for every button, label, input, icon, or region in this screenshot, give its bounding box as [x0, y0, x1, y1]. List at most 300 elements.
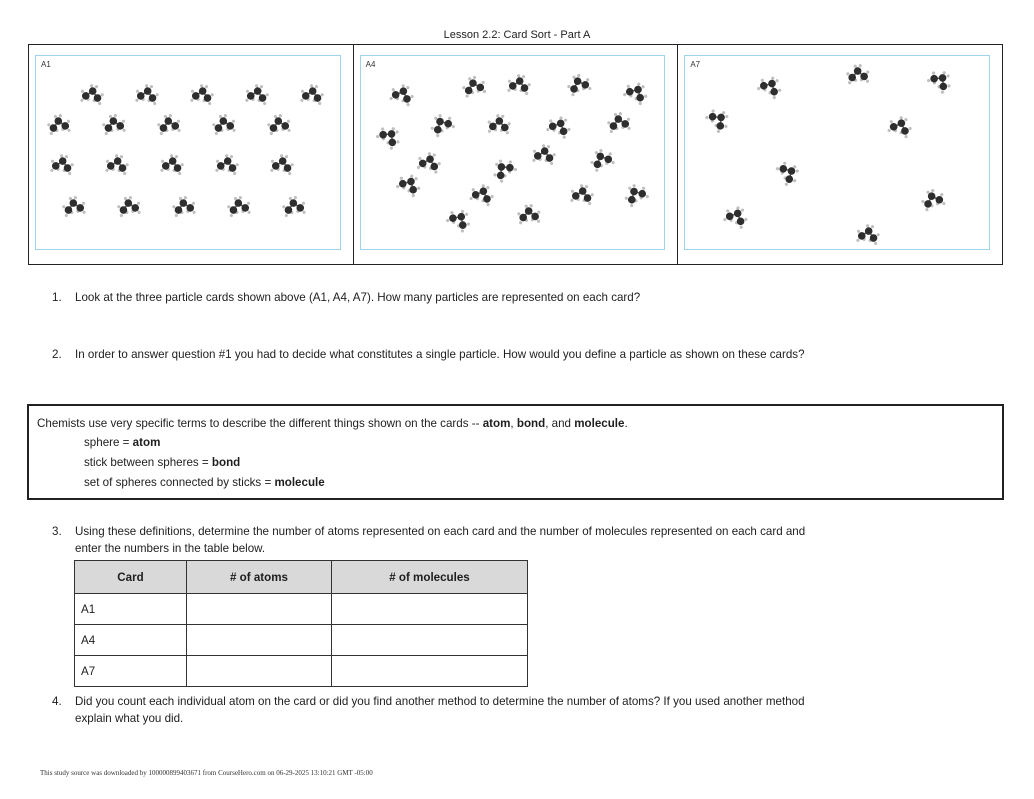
card-a7-label: A7: [690, 60, 701, 69]
hydrogen-atom: [155, 93, 159, 97]
hydrogen-atom: [401, 84, 405, 88]
hydrogen-atom: [395, 140, 400, 145]
hydrogen-atom: [598, 148, 602, 152]
hydrogen-atom: [409, 174, 413, 178]
carbon-atom: [377, 129, 388, 140]
hydrogen-atom: [760, 78, 764, 82]
hydrogen-atom: [626, 117, 630, 121]
molecule: [156, 113, 182, 136]
hydrogen-atom: [866, 70, 869, 73]
hydrogen-atom: [579, 184, 583, 188]
molecule: [79, 83, 105, 106]
hydrogen-atom: [594, 168, 598, 172]
hydrogen-atom: [947, 84, 952, 89]
card-a4-molecules: [354, 45, 678, 263]
hydrogen-atom: [153, 102, 157, 106]
hydrogen-atom: [255, 84, 259, 88]
hydrogen-atom: [137, 201, 141, 205]
hydrogen-atom: [98, 102, 102, 106]
question-1-number: 1.: [52, 291, 62, 304]
definition-molecule-term: molecule: [274, 476, 325, 489]
hydrogen-atom: [736, 206, 740, 210]
hydrogen-atom: [438, 114, 442, 118]
table-header-row: [75, 561, 528, 594]
definitions-box: [27, 404, 1004, 500]
hydrogen-atom: [301, 89, 305, 93]
hydrogen-atom: [778, 88, 782, 92]
question-2-text: In order to answer question #1 you had to decide what constitutes a single particle. How would you define a particle as shown on these cards?: [75, 348, 805, 361]
table-cell-molecules[interactable]: [332, 656, 528, 687]
hydrogen-atom: [437, 162, 441, 166]
hydrogen-atom: [239, 196, 243, 200]
definition-bond-text: stick between spheres =: [84, 456, 212, 469]
definitions-period: .: [624, 417, 628, 430]
page-title: Lesson 2.2: Card Sort - Part A: [443, 29, 591, 41]
hydrogen-atom: [380, 127, 385, 132]
carbon-atom: [482, 194, 492, 204]
hydrogen-atom: [571, 93, 575, 97]
carbon-atom: [405, 176, 415, 186]
hydrogen-atom: [465, 94, 469, 98]
definition-bond: [84, 453, 240, 473]
hydrogen-atom: [559, 116, 563, 120]
hydrogen-atom: [270, 168, 274, 172]
hydrogen-atom: [271, 159, 275, 163]
hydrogen-atom: [505, 131, 508, 134]
carbon-atom: [447, 213, 458, 224]
hydrogen-atom: [395, 130, 400, 135]
hydrogen-atom: [136, 89, 140, 93]
hydrogen-atom: [460, 229, 464, 233]
hydrogen-atom: [717, 129, 722, 134]
hydrogen-atom: [848, 81, 851, 84]
hydrogen-atom: [541, 144, 545, 148]
hydrogen-atom: [245, 98, 249, 102]
hydrogen-atom: [546, 145, 550, 149]
hydrogen-atom: [507, 79, 511, 83]
hydrogen-atom: [481, 81, 485, 85]
hydrogen-atom: [235, 163, 239, 167]
molecule: [61, 195, 87, 218]
hydrogen-atom: [519, 221, 522, 224]
table-header-atoms: # of atoms: [187, 561, 332, 594]
hydrogen-atom: [287, 119, 291, 123]
carbon-atom: [778, 164, 788, 174]
hydrogen-atom: [82, 210, 86, 214]
hydrogen-atom: [537, 210, 540, 213]
hydrogen-atom: [908, 126, 912, 130]
hydrogen-atom: [632, 184, 636, 188]
term-bond: bond: [516, 417, 546, 430]
hydrogen-atom: [942, 201, 946, 205]
hydrogen-atom: [82, 201, 86, 205]
question-1-text: Look at the three particle cards shown above (A1, A4, A7). How many particles are represented on each card?: [75, 291, 641, 304]
hydrogen-atom: [871, 225, 875, 229]
definitions-sep: ,: [510, 417, 517, 430]
hydrogen-atom: [67, 119, 71, 123]
hydrogen-atom: [469, 196, 473, 200]
molecule: [444, 205, 474, 234]
molecule: [486, 113, 511, 134]
particle-cards: [28, 44, 1003, 265]
hydrogen-atom: [927, 78, 932, 83]
carbon-atom: [769, 87, 779, 97]
table-cell-molecules[interactable]: [332, 594, 528, 625]
hydrogen-atom: [282, 205, 286, 209]
card-a4: [354, 45, 679, 264]
table-cell-molecules[interactable]: [332, 625, 528, 656]
hydrogen-atom: [567, 84, 571, 88]
hydrogen-atom: [857, 229, 861, 233]
definitions-intro-text: Chemists use very specific terms to describe the different things shown on the cards --: [37, 417, 483, 430]
molecule: [775, 158, 803, 188]
hydrogen-atom: [177, 128, 181, 132]
hydrogen-atom: [608, 152, 612, 156]
hydrogen-atom: [607, 121, 611, 125]
hydrogen-atom: [215, 168, 219, 172]
molecule: [159, 153, 185, 176]
hydrogen-atom: [315, 85, 319, 89]
hydrogen-atom: [925, 208, 929, 212]
hydrogen-atom: [744, 217, 748, 221]
carbon-atom: [900, 126, 910, 136]
hydrogen-atom: [471, 188, 475, 192]
carbon-atom: [443, 119, 453, 129]
hydrogen-atom: [406, 103, 410, 107]
hydrogen-atom: [846, 72, 849, 75]
carbon-atom: [784, 174, 794, 184]
molecule: [46, 113, 72, 136]
definition-atom-term: atom: [132, 436, 161, 449]
hydrogen-atom: [466, 222, 470, 226]
hydrogen-atom: [464, 212, 468, 216]
hydrogen-atom: [921, 199, 925, 203]
question-3-number: 3.: [52, 525, 62, 538]
hydrogen-atom: [68, 172, 72, 176]
question-4-line-2: explain what you did.: [75, 712, 184, 725]
table-cell-atoms[interactable]: [187, 625, 332, 656]
hydrogen-atom: [184, 196, 188, 200]
carbon-atom: [715, 121, 726, 132]
carbon-atom: [736, 216, 746, 226]
hydrogen-atom: [64, 214, 68, 218]
hydrogen-atom: [51, 159, 55, 163]
answers-table: [74, 560, 528, 687]
hydrogen-atom: [290, 163, 294, 167]
table-row: [75, 594, 528, 625]
card-a4-label: A4: [365, 60, 376, 69]
hydrogen-atom: [279, 114, 283, 118]
definition-bond-term: bond: [211, 456, 241, 469]
hydrogen-atom: [624, 196, 628, 200]
hydrogen-atom: [887, 128, 891, 132]
hydrogen-atom: [105, 168, 109, 172]
hydrogen-atom: [119, 214, 123, 218]
molecule: [281, 195, 307, 218]
hydrogen-atom: [150, 85, 154, 89]
hydrogen-atom: [175, 155, 179, 159]
hydrogen-atom: [210, 93, 214, 97]
hydrogen-atom: [587, 202, 591, 206]
hydrogen-atom: [172, 205, 176, 209]
hydrogen-atom: [233, 172, 237, 176]
carbon-atom: [504, 162, 515, 173]
hydrogen-atom: [177, 119, 181, 123]
hydrogen-atom: [899, 116, 903, 120]
hydrogen-atom: [517, 212, 520, 215]
hydrogen-atom: [310, 84, 314, 88]
molecule: [374, 121, 404, 151]
hydrogen-atom: [200, 84, 204, 88]
hydrogen-atom: [416, 165, 420, 169]
molecule: [855, 223, 881, 246]
hydrogen-atom: [169, 114, 173, 118]
hydrogen-atom: [481, 184, 485, 188]
carbon-atom: [637, 189, 647, 199]
molecule: [394, 170, 424, 198]
hydrogen-atom: [562, 135, 566, 139]
molecule: [388, 81, 416, 107]
hydrogen-atom: [498, 159, 503, 164]
molecule: [116, 195, 142, 218]
hydrogen-atom: [609, 130, 613, 134]
hydrogen-atom: [866, 224, 870, 228]
hydrogen-atom: [375, 134, 380, 139]
hydrogen-atom: [776, 167, 780, 171]
hydrogen-atom: [60, 154, 64, 158]
molecule: [426, 110, 456, 138]
hydrogen-atom: [95, 85, 99, 89]
molecule: [704, 104, 734, 134]
hydrogen-atom: [521, 75, 525, 79]
carbon-atom: [408, 185, 418, 195]
hydrogen-atom: [161, 159, 165, 163]
molecule: [564, 71, 592, 97]
carbon-atom: [635, 93, 645, 103]
hydrogen-atom: [59, 114, 63, 118]
hydrogen-atom: [302, 210, 306, 214]
hydrogen-atom: [269, 132, 273, 136]
hydrogen-atom: [70, 163, 74, 167]
hydrogen-atom: [318, 102, 322, 106]
hydrogen-atom: [205, 85, 209, 89]
hydrogen-atom: [224, 114, 228, 118]
hydrogen-atom: [411, 193, 415, 197]
hydrogen-atom: [725, 114, 730, 119]
hydrogen-atom: [123, 172, 127, 176]
table-cell-card: A7: [75, 656, 187, 687]
molecule: [569, 183, 595, 206]
hydrogen-atom: [287, 128, 291, 132]
definition-molecule: [84, 473, 325, 493]
table-row: [75, 656, 528, 687]
hydrogen-atom: [288, 172, 292, 176]
molecule: [269, 153, 295, 176]
definitions-intro: [37, 414, 628, 434]
molecule: [134, 83, 160, 106]
hydrogen-atom: [524, 92, 528, 96]
hydrogen-atom: [170, 154, 174, 158]
hydrogen-atom: [260, 85, 264, 89]
carbon-atom: [938, 73, 949, 84]
hydrogen-atom: [462, 86, 466, 90]
hydrogen-atom: [626, 84, 630, 88]
hydrogen-atom: [584, 185, 588, 189]
hydrogen-atom: [724, 124, 729, 129]
hydrogen-atom: [406, 86, 410, 90]
hydrogen-atom: [532, 158, 536, 162]
hydrogen-atom: [300, 98, 304, 102]
hydrogen-atom: [771, 76, 775, 80]
hydrogen-atom: [537, 219, 540, 222]
hydrogen-atom: [80, 98, 84, 102]
hydrogen-atom: [486, 186, 490, 190]
hydrogen-atom: [120, 155, 124, 159]
hydrogen-atom: [229, 214, 233, 218]
hydrogen-atom: [866, 79, 869, 82]
carbon-atom: [397, 179, 407, 189]
hydrogen-atom: [129, 196, 133, 200]
card-a1-molecules: [29, 45, 353, 263]
molecule: [460, 74, 487, 99]
carbon-atom: [387, 137, 398, 148]
table-cell-atoms[interactable]: [187, 656, 332, 687]
hydrogen-atom: [492, 173, 497, 178]
molecule: [104, 153, 130, 176]
hydrogen-atom: [549, 162, 553, 166]
hydrogen-atom: [508, 160, 513, 165]
term-atom: atom: [482, 417, 511, 430]
card-a1: [29, 45, 354, 264]
hydrogen-atom: [247, 210, 251, 214]
hydrogen-atom: [225, 154, 229, 158]
hydrogen-atom: [435, 133, 439, 137]
hydrogen-atom: [447, 116, 451, 120]
hydrogen-atom: [208, 102, 212, 106]
hydrogen-atom: [114, 114, 118, 118]
molecule: [214, 153, 240, 176]
hydrogen-atom: [711, 109, 716, 114]
hydrogen-atom: [284, 214, 288, 218]
carbon-atom: [924, 199, 934, 209]
carbon-atom: [624, 87, 634, 97]
hydrogen-atom: [191, 89, 195, 93]
molecule: [531, 143, 557, 166]
hydrogen-atom: [102, 123, 106, 127]
hydrogen-atom: [263, 102, 267, 106]
molecule: [587, 145, 616, 172]
hydrogen-atom: [874, 242, 878, 246]
hydrogen-atom: [501, 115, 504, 118]
molecule: [756, 72, 786, 100]
question-4-line-1: Did you count each individual atom on the card or did you find another method to determine the number of atoms? If you used another method: [75, 695, 805, 708]
hydrogen-atom: [302, 201, 306, 205]
hydrogen-atom: [49, 132, 53, 136]
carbon-atom: [626, 195, 636, 205]
molecule: [926, 65, 956, 95]
hydrogen-atom: [399, 176, 403, 180]
hydrogen-atom: [890, 120, 894, 124]
hydrogen-atom: [214, 132, 218, 136]
table-header-card: Card: [75, 561, 187, 594]
molecule: [211, 113, 237, 136]
hydrogen-atom: [643, 94, 647, 98]
molecule: [299, 83, 325, 106]
carbon-atom: [558, 126, 568, 136]
hydrogen-atom: [641, 186, 645, 190]
hydrogen-atom: [280, 154, 284, 158]
hydrogen-atom: [246, 89, 250, 93]
hydrogen-atom: [265, 93, 269, 97]
hydrogen-atom: [389, 146, 394, 151]
hydrogen-atom: [212, 123, 216, 127]
hydrogen-atom: [793, 178, 797, 182]
hydrogen-atom: [507, 88, 511, 92]
molecule: [415, 150, 442, 175]
hydrogen-atom: [859, 64, 862, 67]
hydrogen-atom: [62, 205, 66, 209]
hydrogen-atom: [940, 193, 944, 197]
hydrogen-atom: [705, 115, 710, 120]
molecule: [620, 180, 650, 208]
hydrogen-atom: [81, 89, 85, 93]
hydrogen-atom: [570, 189, 574, 193]
hydrogen-atom: [192, 201, 196, 205]
hydrogen-atom: [904, 118, 908, 122]
carbon-atom: [708, 111, 719, 122]
hydrogen-atom: [320, 93, 324, 97]
molecule: [49, 153, 75, 176]
hydrogen-atom: [115, 154, 119, 158]
hydrogen-atom: [449, 210, 453, 214]
hydrogen-atom: [100, 93, 104, 97]
hydrogen-atom: [90, 84, 94, 88]
hydrogen-atom: [482, 89, 486, 93]
carbon-atom: [457, 220, 468, 231]
molecule: [516, 203, 541, 224]
table-cell-card: A4: [75, 625, 187, 656]
hydrogen-atom: [174, 214, 178, 218]
term-molecule: molecule: [574, 417, 625, 430]
molecule: [244, 83, 270, 106]
card-a1-label: A1: [41, 60, 51, 69]
hydrogen-atom: [67, 128, 71, 132]
hydrogen-atom: [410, 94, 414, 98]
hydrogen-atom: [106, 159, 110, 163]
molecule: [488, 154, 518, 184]
hydrogen-atom: [739, 225, 743, 229]
molecule: [605, 111, 631, 134]
hydrogen-atom: [157, 123, 161, 127]
table-cell-atoms[interactable]: [187, 594, 332, 625]
question-3-line-2: enter the numbers in the table below.: [75, 542, 266, 555]
hydrogen-atom: [527, 83, 531, 87]
hydrogen-atom: [490, 194, 494, 198]
hydrogen-atom: [904, 135, 908, 139]
hydrogen-atom: [190, 98, 194, 102]
hydrogen-atom: [931, 188, 935, 192]
hydrogen-atom: [932, 71, 937, 76]
hydrogen-atom: [590, 193, 594, 197]
hydrogen-atom: [125, 163, 129, 167]
hydrogen-atom: [507, 122, 510, 125]
question-4-number: 4.: [52, 695, 62, 708]
hydrogen-atom: [230, 155, 234, 159]
table-header-molecules: # of molecules: [332, 561, 528, 594]
hydrogen-atom: [587, 86, 591, 90]
carbon-atom: [569, 84, 579, 94]
hydrogen-atom: [529, 204, 532, 207]
